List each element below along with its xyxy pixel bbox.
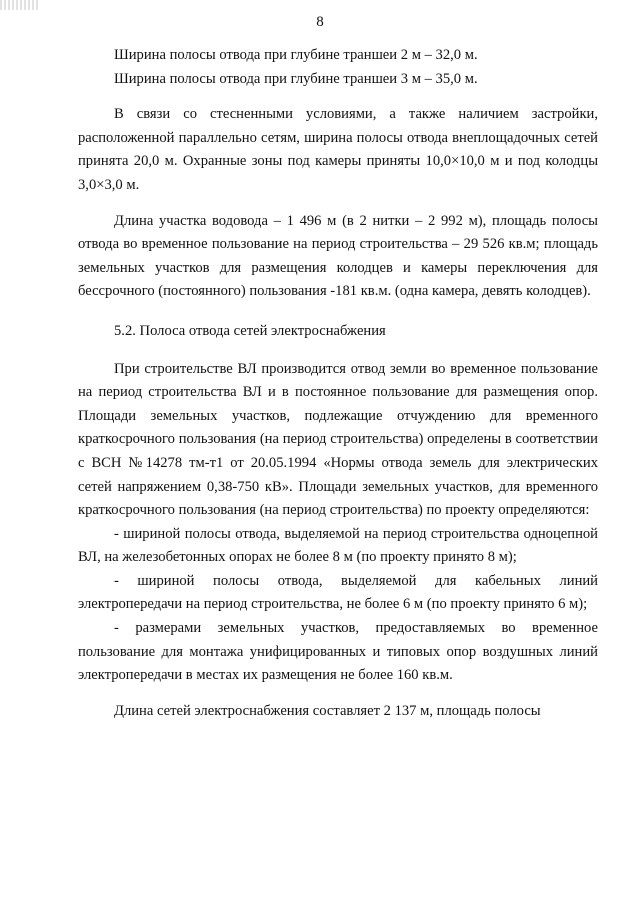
paragraph-power-line-allotment: При строительстве ВЛ производится отвод земли во временное пользование на период строительства ВЛ и в постоянное пользование для размещения опор. Площади земельных участков, подлежащие отчуждению для временного краткосрочного пользования (на период строительства) определены в соответствии с ВСН №14278 тм-т1 от 20.05.1994 «Нормы отвода земель для электрических сетей напряжением 0,38-750 кВ». Площади земельных участков, для временного краткосрочного пользования (на период строительства) по проекту определяются: (78, 360, 598, 519)
section-title: 5.2. Полоса отвода сетей электроснабжения (114, 322, 386, 339)
document-body (78, 44, 598, 723)
trench-width-3m: Ширина полосы отвода при глубине траншеи 3 м – 35,0 м. (114, 70, 478, 87)
trench-width-2m: Ширина полосы отвода при глубине траншеи 2 м – 32,0 м. (114, 47, 478, 63)
page-number: 8 (316, 14, 324, 30)
list-item: - шириной полосы отвода, выделяемой для кабельных линий электропередачи на период строительства, не более 6 м (по проекту принято 6 м); (78, 572, 598, 613)
scan-artifact (0, 0, 38, 10)
paragraph-water-pipeline-length: Длина участка водовода – 1 496 м (в 2 нитки – 2 992 м), площадь полосы отвода во временное пользование на период строительства – 29 526 кв.м; площадь земельных участков для размещения колодцев и камеры переключения для бессрочного (постоянного) пользования -181 кв.м. (одна камера, девять колодцев). (78, 212, 598, 300)
paragraph-power-network-length: Длина сетей электроснабжения составляет 2 137 м, площадь полосы (114, 702, 541, 719)
list-item: - шириной полосы отвода, выделяемой на период строительства одноцепной ВЛ, на железобетонных опорах не более 8 м (по проекту принято 8 м); (78, 525, 598, 566)
paragraph-constrained-conditions: В связи со стесненными условиями, а также наличием застройки, расположенной параллельно сетям, ширина полосы отвода внеплощадочных сетей принята 20,0 м. Охранные зоны под камеры приняты 10,0×10,0 м и под колодцы 3,0×3,0 м. (78, 106, 598, 193)
list-item: - размерами земельных участков, предоставляемых во временное пользование для монтажа унифицированных и типовых опор воздушных линий электропередачи в местах их размещения не более 160 кв.м. (78, 620, 598, 684)
